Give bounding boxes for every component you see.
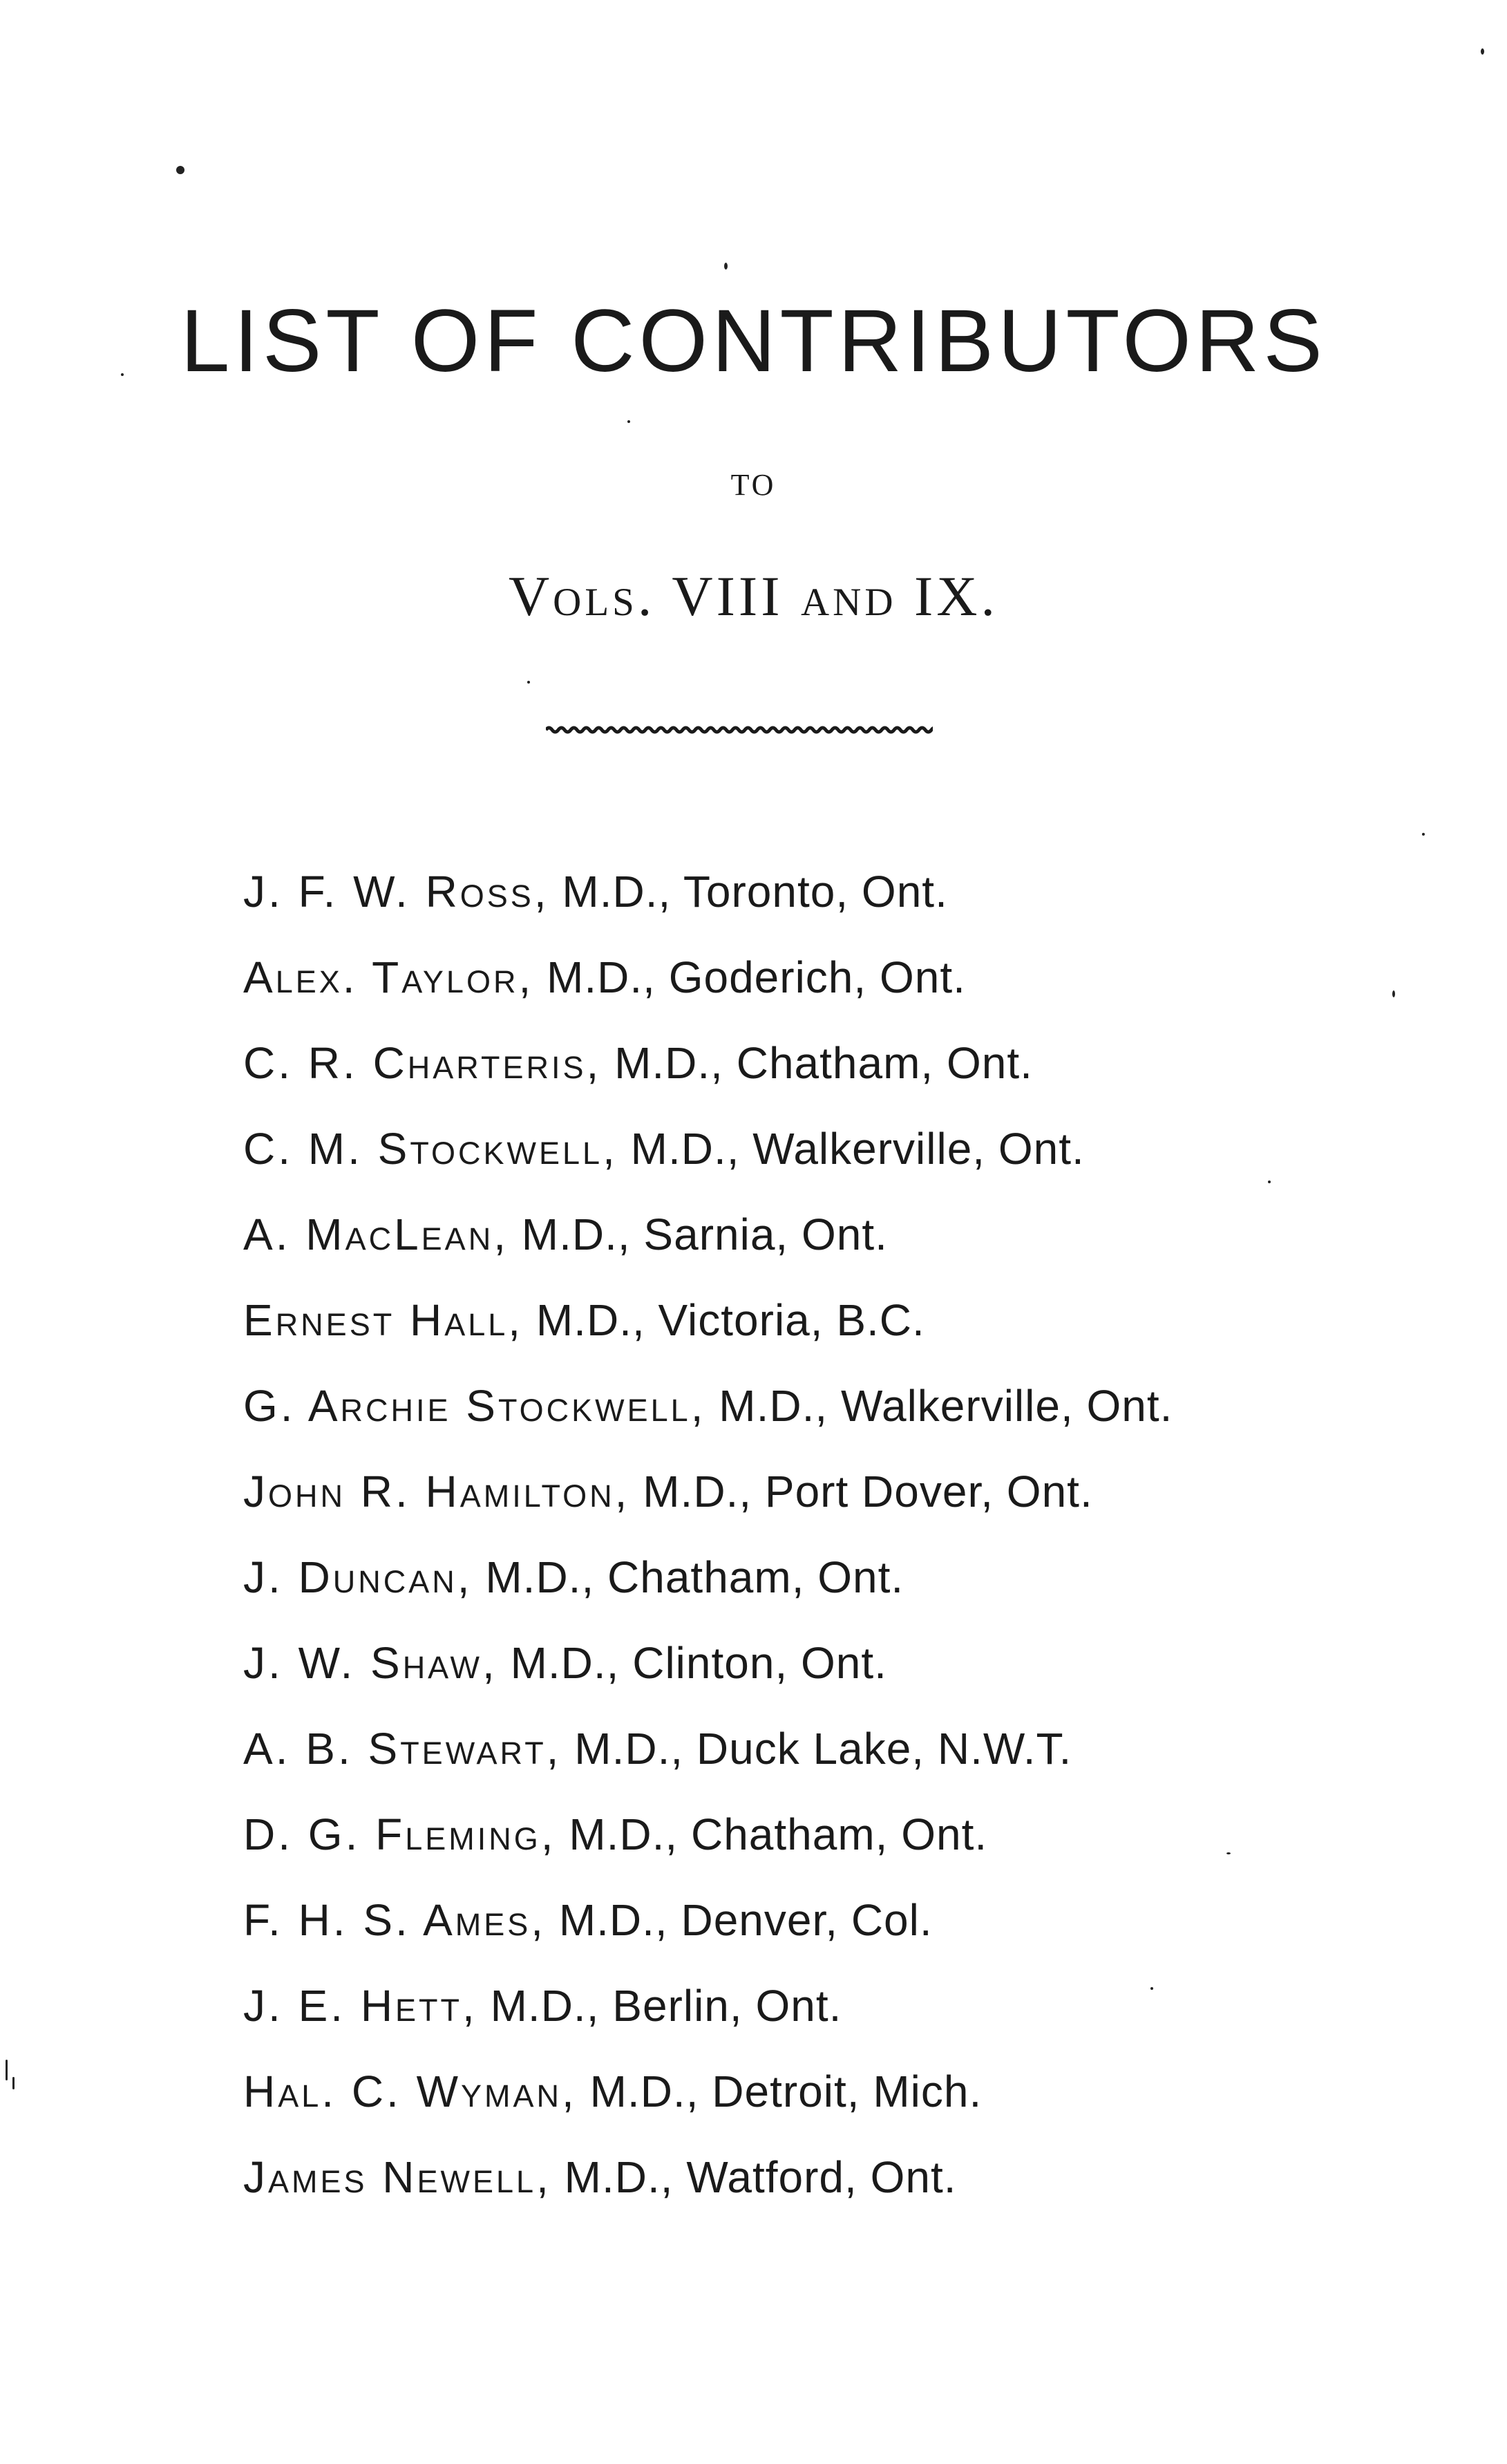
contributor-name: John R. Hamilton, [243,1467,630,1516]
list-item [243,2049,1418,2134]
contributors-list [243,849,1418,2220]
list-item [243,1020,1418,1106]
scan-speck [176,166,184,174]
contributor-name: A. B. Stewart, [243,1724,562,1774]
contributor-details: M.D., Port Dover, Ont. [643,1467,1093,1516]
contributor-details: M.D., Victoria, B.C. [535,1295,925,1345]
scan-speck [1150,1987,1153,1990]
contributor-name: Alex. Taylor, [243,952,534,1002]
list-item [243,1706,1418,1791]
scan-speck [724,263,728,270]
scan-speck [6,2060,8,2080]
list-item [243,1192,1418,1277]
contributor-details: M.D., Duck Lake, N.W.T. [574,1724,1072,1774]
list-item [243,2134,1418,2220]
contributor-details: M.D., Walkerville, Ont. [719,1381,1173,1431]
scan-speck [121,373,124,376]
contributor-name: C. M. Stockwell, [243,1124,618,1174]
scan-speck [12,2077,15,2089]
list-item [243,1620,1418,1706]
contributor-name: F. H. S. Ames, [243,1895,547,1945]
volumes-heading: Vols. VIII and IX. [508,565,999,628]
contributor-name: J. W. Shaw, [243,1638,497,1688]
scan-speck [627,420,630,423]
list-item [243,1363,1418,1449]
contributor-name: Hal. C. Wyman, [243,2067,577,2116]
page-title: LIST OF CONTRIBUTORS [180,292,1327,391]
contributor-name: J. Duncan, [243,1552,473,1602]
contributor-name: J. E. Hett, [243,1981,477,2031]
contributor-details: M.D., Toronto, Ont. [562,867,948,916]
contributor-details: M.D., Chatham, Ont. [614,1038,1033,1088]
list-item [243,1534,1418,1620]
contributor-name: J. F. W. Ross, [243,867,549,916]
decorative-wavy-rule [546,719,933,740]
contributor-details: M.D., Chatham, Ont. [485,1552,904,1602]
list-item [243,934,1418,1020]
list-item [243,849,1418,934]
contributor-details: M.D., Clinton, Ont. [510,1638,887,1688]
contributor-name: D. G. Fleming, [243,1809,556,1859]
contributor-name: James Newell, [243,2152,551,2202]
contributor-name: Ernest Hall, [243,1295,524,1345]
contributor-details: M.D., Chatham, Ont. [569,1809,988,1859]
scan-speck [1226,1852,1231,1854]
scan-speck [527,681,530,684]
contributor-details: M.D., Berlin, Ont. [490,1981,842,2031]
list-item [243,1106,1418,1192]
contributor-details: M.D., Walkerville, Ont. [630,1124,1085,1174]
scan-speck [1392,990,1395,997]
contributor-details: M.D., Goderich, Ont. [547,952,966,1002]
contributor-name: G. Archie Stockwell, [243,1381,706,1431]
list-item [243,1963,1418,2049]
contributor-details: M.D., Detroit, Mich. [589,2067,983,2116]
contributor-name: A. MacLean, [243,1210,509,1259]
contributor-details: M.D., Sarnia, Ont. [521,1210,888,1259]
list-item [243,1449,1418,1534]
list-item [243,1877,1418,1963]
contributor-details: M.D., Denver, Col. [558,1895,933,1945]
scan-speck [1422,833,1425,836]
scan-speck [1481,48,1484,55]
contributor-details: M.D., Watford, Ont. [564,2152,957,2202]
list-item [243,1277,1418,1363]
list-item [243,1791,1418,1877]
scan-speck [1268,1181,1271,1183]
subtitle-to: TO [730,468,777,502]
contributor-name: C. R. Charteris, [243,1038,602,1088]
